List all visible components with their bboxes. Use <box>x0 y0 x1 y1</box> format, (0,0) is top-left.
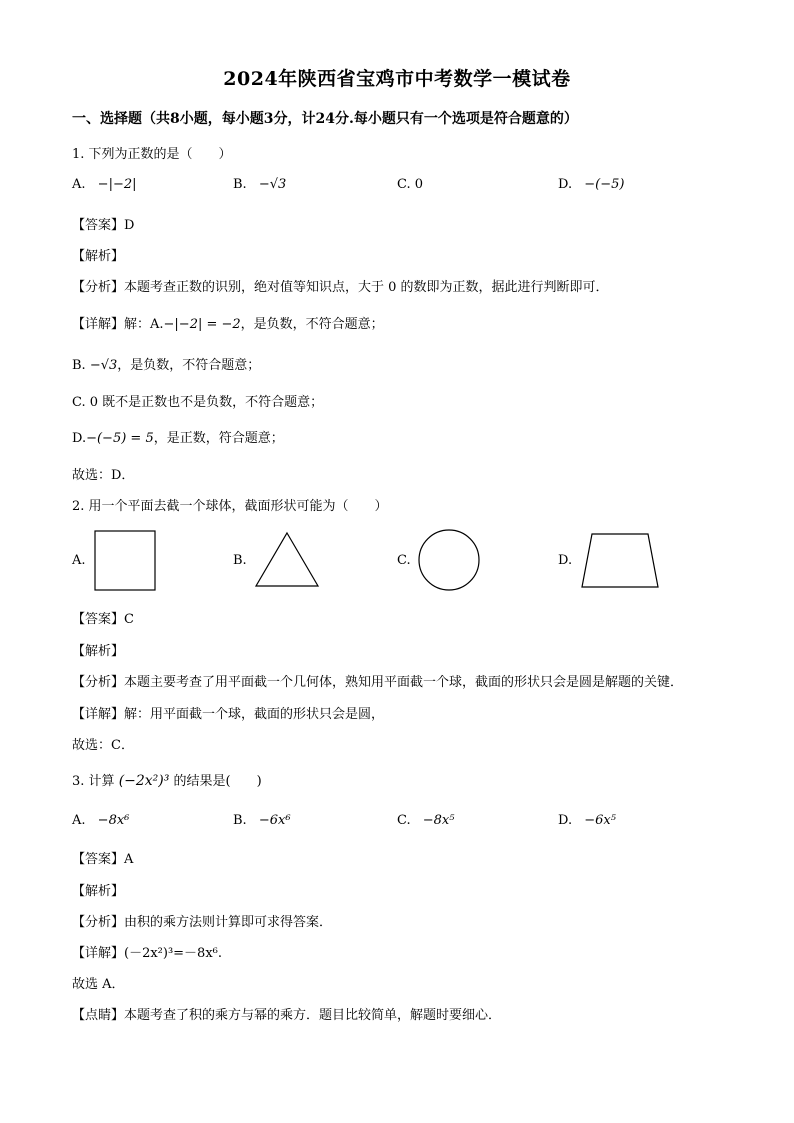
q1-line-c: C. 0 既不是正数也不是负数，不符合题意； <box>72 395 324 410</box>
q1-xiangjie <box>72 313 384 332</box>
triangle-icon <box>253 530 321 590</box>
option-math: −6x⁵ <box>584 813 616 828</box>
option-label: D. <box>558 177 573 192</box>
q1-analysis-heading: 【解析】 <box>72 249 125 264</box>
q2-option-a-label: A. <box>72 553 86 568</box>
option-math: −8x⁶ <box>97 813 130 828</box>
line-suffix: ，是负数，不符合题意； <box>117 358 261 373</box>
stem-prefix: 3. 计算 <box>72 774 115 789</box>
section-heading: 一、选择题（共8小题，每小题3分，计24分.每小题只有一个选项是符合题意的） <box>72 111 578 127</box>
question-1-stem: 1. 下列为正数的是（ ） <box>72 147 232 162</box>
q2-conclusion: 故选：C． <box>72 738 134 753</box>
option-label: C. <box>397 813 411 828</box>
q3-option-a <box>72 813 129 828</box>
q2-answer: 【答案】C <box>72 612 134 627</box>
square-icon <box>93 529 157 593</box>
q1-option-a <box>72 177 137 192</box>
line-suffix: ，是正数，符合题意； <box>153 431 284 446</box>
circle-icon <box>416 527 482 593</box>
q3-answer: 【答案】A <box>72 852 134 867</box>
q3-xiangjie: 【详解】(－2x²)³=－8x⁶. <box>72 946 223 961</box>
xiangjie-math: −|−2| = −2 <box>163 317 241 332</box>
xiangjie-prefix: 【详解】解：A. <box>72 317 164 332</box>
line-math: −√3 <box>89 358 118 373</box>
option-math: −6x⁶ <box>258 813 291 828</box>
q2-option-b-label: B. <box>233 553 247 568</box>
option-math: −√3 <box>258 177 287 192</box>
q1-line-b <box>72 354 260 373</box>
q1-fenxi: 【分析】本题考查正数的识别，绝对值等知识点，大于 0 的数即为正数，据此进行判断即可． <box>72 280 609 295</box>
q3-conclusion: 故选 A． <box>72 977 125 992</box>
option-label: A. <box>72 813 86 828</box>
q2-option-c-label: C. <box>397 553 411 568</box>
q3-option-b <box>233 813 291 828</box>
q2-xiangjie: 【详解】解：用平面截一个球，截面的形状只会是圆， <box>72 707 385 722</box>
q3-dianjing: 【点睛】本题考查了积的乘方与幂的乘方．题目比较简单，解题时要细心． <box>72 1008 502 1023</box>
stem-suffix: 的结果是( ) <box>173 774 262 789</box>
line-prefix: B. <box>72 358 86 373</box>
q1-answer: 【答案】D <box>72 218 135 233</box>
question-2-stem: 2. 用一个平面去截一个球体，截面形状可能为（ ） <box>72 499 388 514</box>
question-3-stem <box>72 770 262 789</box>
q1-option-d <box>558 177 624 192</box>
q1-conclusion: 故选：D． <box>72 468 135 483</box>
q1-line-d <box>72 427 284 446</box>
line-math: −(−5) = 5 <box>86 431 154 446</box>
option-math: −(−5) <box>584 177 625 192</box>
trapezoid-icon <box>578 531 662 591</box>
option-math: −8x⁵ <box>422 813 455 828</box>
q1-option-c: C. 0 <box>397 177 424 192</box>
line-prefix: D. <box>72 431 87 446</box>
q1-option-b <box>233 177 286 192</box>
option-label: B. <box>233 813 247 828</box>
option-math: −|−2| <box>97 177 137 192</box>
option-label: A. <box>72 177 86 192</box>
q3-option-c <box>397 813 454 828</box>
q3-fenxi: 【分析】由积的乘方法则计算即可求得答案． <box>72 915 333 930</box>
q3-option-d <box>558 813 616 828</box>
stem-math: (−2x²)³ <box>118 773 170 789</box>
option-label: B. <box>233 177 247 192</box>
q2-option-d-label: D. <box>558 553 573 568</box>
q2-fenxi: 【分析】本题主要考查了用平面截一个几何体，熟知用平面截一个球，截面的形状只会是圆是解题的关键． <box>72 675 684 690</box>
page-title: 2024年陕西省宝鸡市中考数学一模试卷 <box>223 68 571 90</box>
q2-analysis-heading: 【解析】 <box>72 644 125 659</box>
q3-analysis-heading: 【解析】 <box>72 884 125 899</box>
xiangjie-suffix: ，是负数，不符合题意； <box>240 317 384 332</box>
option-label: D. <box>558 813 573 828</box>
